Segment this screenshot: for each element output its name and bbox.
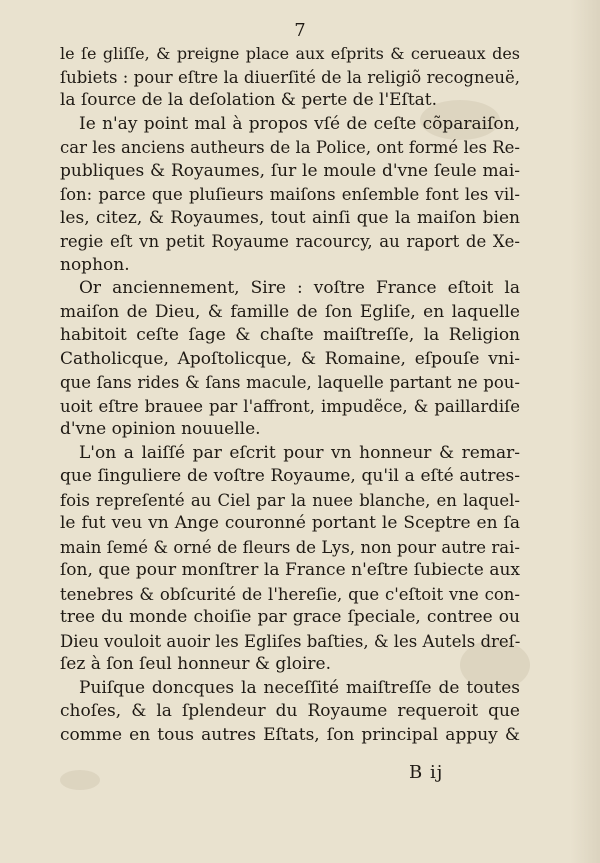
text-line: tree du monde choiſie par grace ſpeciale, contree ou [60,607,520,627]
paper-stain [60,770,100,790]
signature-mark: B ij [409,762,444,783]
text-line: car les anciens autheurs de la Police, ont formé les Re- [60,138,520,157]
text-line: le fut veu vn Ange couronné portant le Sceptre en ſa [60,513,520,533]
text-line: fois repreſenté au Ciel par la nuee blanche, en laquel- [60,490,520,510]
text-line: les, citez, & Royaumes, tout ainſi que la maiſon bien [60,207,520,228]
text-line: le ſe gliſſe, & preigne place aux eſprits & cerueaux des [60,44,520,63]
text-line: publiques & Royaumes, ſur le moule d'vne ſeule mai- [60,160,520,181]
text-line: Puiſque doncques la neceſſité maiſtreſſe de toutes [79,677,520,698]
text-line: ſez à ſon ſeul honneur & gloire. [60,654,332,674]
text-line: Ie n'ay point mal à propos vſé de ceſte cõparaiſon, [79,113,520,134]
body-text [60,42,520,747]
text-line: nophon. [60,254,130,275]
text-line: ſon, que pour monſtrer la France n'eſtre ſubiecte aux [60,560,520,580]
text-line: main ſemé & orné de fleurs de Lys, non pour autre rai- [60,537,520,557]
text-line: Catholicque, Apoſtolicque, & Romaine, eſpouſe vni- [60,348,520,369]
text-line: Or anciennement, Sire : voſtre France eſtoit la [79,278,520,298]
text-line: comme en tous autres Eſtats, ſon principal appuy & [60,724,520,745]
text-line: la ſource de la deſolation & perte de l'Eſtat. [60,90,438,110]
text-line: uoit eſtre brauee par l'affront, impudẽce, & paillardiſe [60,396,520,416]
text-line: ſon: parce que pluſieurs maiſons enſemble font les vil- [60,185,520,204]
text-line: maiſon de Dieu, & famille de ſon Egliſe, en laquelle [60,301,520,322]
page-edge-shadow [570,0,600,863]
text-line: que ſinguliere de voſtre Royaume, qu'il a eſté autres- [60,466,520,486]
text-line: tenebres & obſcurité de l'hereſie, que c'eſtoit vne con- [60,584,520,604]
text-line: que ſans rides & ſans macule, laquelle partant ne pou- [60,373,520,392]
text-line: habitoit ceſte ſage & chaſte maiſtreſſe, la Religion [60,325,520,345]
text-line: ſubiets : pour eſtre la diuerſité de la religiõ recogneuë, [60,67,520,87]
text-line: regie eſt vn petit Royaume racourcy, au raport de Xe- [60,232,520,251]
text-line: Dieu vouloit auoir les Egliſes baſties, & les Autels dreſ- [60,631,521,651]
text-line: L'on a laiſſé par eſcrit pour vn honneur & remar- [79,442,520,463]
text-line: d'vne opinion nouuelle. [60,419,261,439]
text-line: choſes, & la ſplendeur du Royaume requeroit que [60,701,520,721]
page-number: 7 [294,20,306,41]
